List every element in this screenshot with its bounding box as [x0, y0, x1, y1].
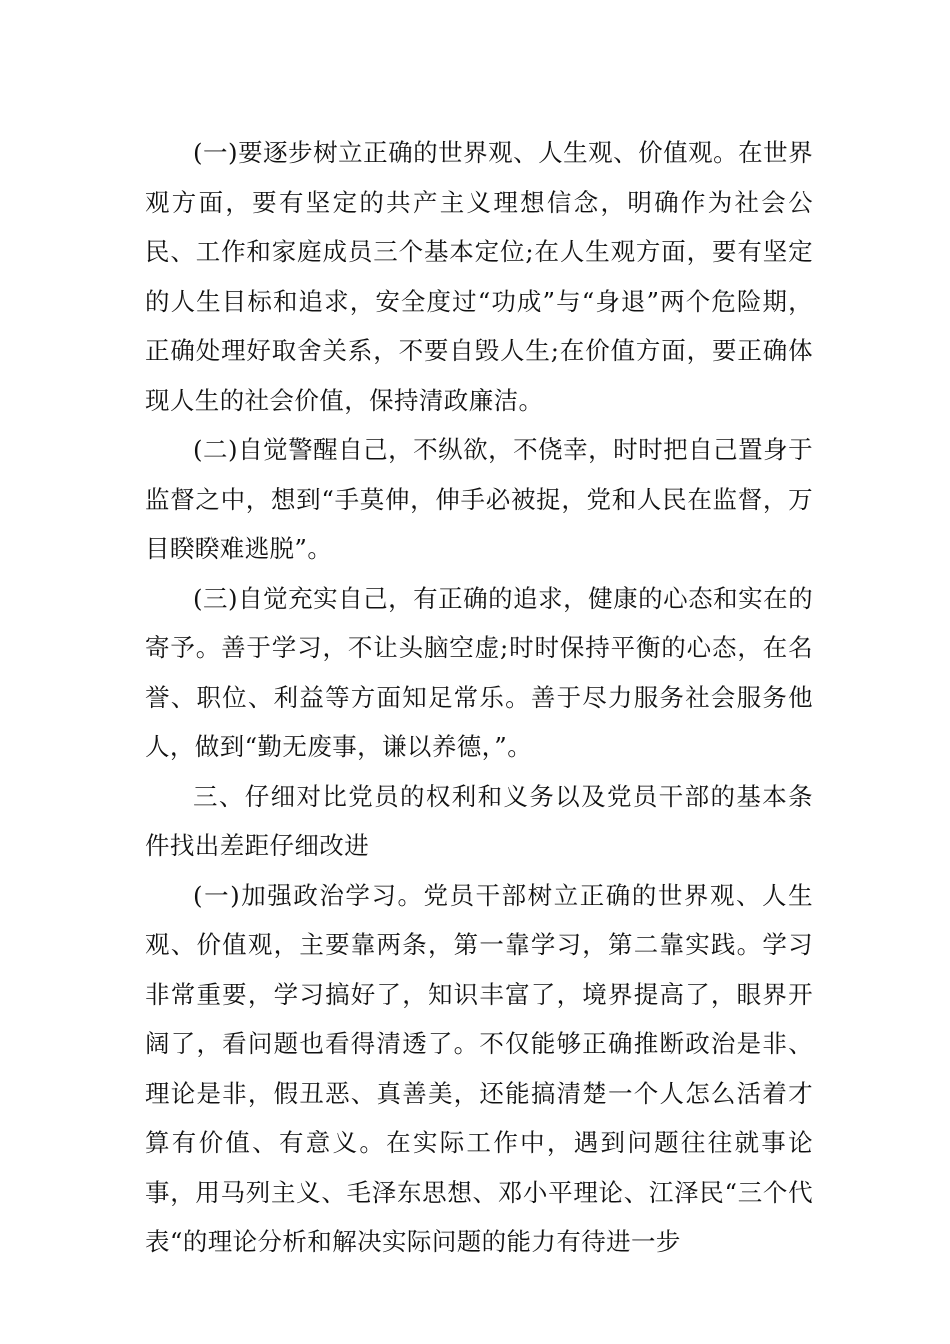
paragraph-self-enrich: (三)自觉充实自己，有正确的追求，健康的心态和实在的寄予。善于学习，不让头脑空虚;时时保持平衡的心态，在名誉、职位、利益等方面知足常乐。善于尽力服务社会服务他人，做到“勤无废事，谦以养德，”。: [145, 583, 813, 761]
paragraph-self-alert: (二)自觉警醒自己，不纵欲，不侥幸，时时把自己置身于监督之中，想到“手莫伸，伸手必被捉，党和人民在监督，万目睽睽难逃脱”。: [145, 435, 813, 563]
document-body: [145, 128, 813, 1267]
paragraph-worldview: (一)要逐步树立正确的世界观、人生观、价值观。在世界观方面，要有坚定的共产主义理想信念，明确作为社会公民、工作和家庭成员三个基本定位;在人生观方面，要有坚定的人生目标和追求，安全度过“功成”与“身退”两个危险期，正确处理好取舍关系，不要自毁人生;在价值方面，要正确体现人生的社会价值，保持清政廉洁。: [145, 138, 813, 415]
section-heading-three: 三、仔细对比党员的权利和义务以及党员干部的基本条件找出差距仔细改进: [145, 781, 813, 860]
paragraph-political-study: (一)加强政治学习。党员干部树立正确的世界观、人生观、价值观，主要靠两条，第一靠学习，第二靠实践。学习非常重要，学习搞好了，知识丰富了，境界提高了，眼界开阔了，看问题也看得清透了。不仅能够正确推断政治是非、理论是非，假丑恶、真善美，还能搞清楚一个人怎么活着才算有价值、有意义。在实际工作中，遇到问题往往就事论事，用马列主义、毛泽东思想、邓小平理论、江泽民“三个代表“的理论分析和解决实际问题的能力有待进一步: [145, 880, 813, 1256]
